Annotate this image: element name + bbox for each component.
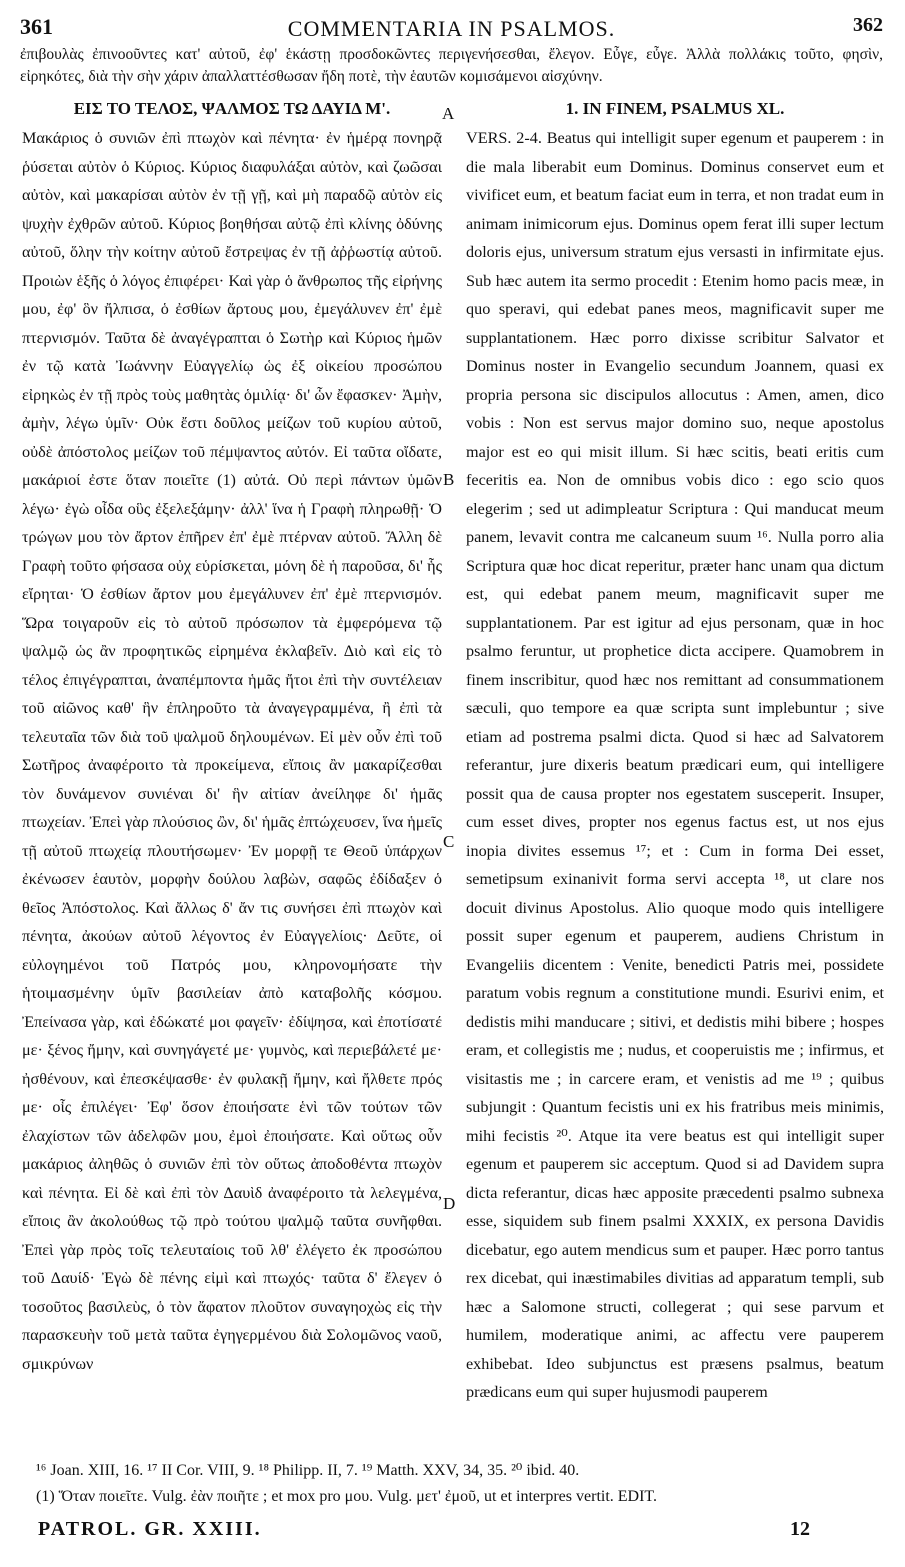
page-header — [20, 14, 883, 44]
margin-letter-a: A — [442, 104, 455, 123]
margin-letter-c: C — [443, 832, 455, 851]
greek-heading: ΕΙΣ ΤΟ ΤΕΛΟΣ, ΨΑΛΜΟΣ ΤΩ ΔΑΥΙΔ Μ'. — [73, 99, 391, 118]
page-number-right: 362 — [853, 14, 883, 36]
footnote-editorial: (1) Ὅταν ποιεῖτε. Vulg. ἐὰν ποιῆτε ; et mox pro μου. Vulg. μετ' ἐμοῦ, ut et interpres vertit. EDIT. — [36, 1488, 658, 1505]
greek-text: Μακάριος ὁ συνιῶν ἐπὶ πτωχὸν καὶ πένητα· ἐν ἡμέρᾳ πονηρᾷ ῥύσεται αὐτὸν ὁ Κύριος. Κύριος διαφυλάξαι αὐτὸν, καὶ ζωῶσαι αὐτὸν, καὶ μακαρίσαι αὐτὸν ἐν τῇ γῇ, καὶ μὴ παραδῷ αὐτὸν εἰς ψυχὴν ἐχθρῶν αὐτοῦ. Κύριος βοηθήσαι αὐτῷ ἐπὶ κλίνης ὀδύνης αὐτοῦ, ὅλην τὴν κοίτην αὐτοῦ ἔστρεψας ἐν τῇ ἀῤῥωστίᾳ αὐτοῦ. Προιὼν ἑξῆς ὁ λόγος ἐπιφέρει· Καὶ γὰρ ὁ ἄνθρωπος τῆς εἰρήνης μου, ἐφ' ὃν ἤλπισα, ὁ ἐσθίων ἄρτους μου, ἐμεγάλυνεν ἐπ' ἐμὲ πτερνισμόν. Ταῦτα δὲ ἀναγέγραπται ὁ Σωτὴρ καὶ Κύριος ἡμῶν ἐν τῷ κατὰ Ἰωάννην Εὐαγγελίῳ ὡς ἐξ οἰκείου προσώπου εἰρηκὼς ἐν τῇ πρὸς τοὺς μαθητὰς ὁμιλίᾳ· δι' ὧν ἔφασκεν· Ἀμὴν, ἀμὴν, λέγω ὑμῖν· Οὐκ ἔστι δοῦλος μείζων τοῦ κυρίου αὐτοῦ, οὐδὲ ἀπόστολος μείζων τοῦ πέμψαντος αὐτόν. Εἰ ταῦτα οἴδατε, μακάριοί ἐστε ὅταν ποιεῖτε (1) αὐτά. Οὐ περὶ πάντων ὑμῶν λέγω· ἐγὼ οἶδα οὓς ἐξελεξάμην· ἀλλ' ἵνα ἡ Γραφὴ πληρωθῇ· Ὁ τρώγων μου τὸν ἄρτον ἐπῆρεν ἐπ' ἐμὲ πτέρναν αὐτοῦ. Ἄλλη δὲ Γραφὴ τοῦτο φήσασα οὐχ εὑρίσκεται, μόνη δὲ ἡ παροῦσα, δι' ἧς εἴρηται· Ὁ ἐσθίων ἄρτον μου ἐμεγάλυνεν ἐπ' ἐμὲ πτερνισμόν. Ὥρα τοιγαροῦν εἰς τὸ αὐτοῦ πρόσωπον τὰ ἐμφερόμενα τῷ ψαλμῷ ὡς ἂν προφητικῶς εἰρημένα ἐκλαβεῖν. Διὸ καὶ εἰς τὸ τέλος ἐπιγέγραπται, ἀναπέμποντα ἡμᾶς ἤτοι ἐπὶ τὴν συντέλειαν τοῦ αἰῶνος καθ' ἣν ἐπληροῦτο τὰ ἀναγεγραμμένα, ἢ ἐπὶ τὰ τελευταῖα τῶν διὰ τοῦ ψαλμοῦ δηλουμένων. Εἰ μὲν οὖν ἐπὶ τοῦ Σωτῆρος ἀναφέροιτο τὰ προκείμενα, εἴποις ἂν μακαρίζεσθαι τὸν δυνάμενον συνιέναι δι' ἣν αἰτίαν ἀνείληφε δι' ἡμᾶς πτωχείαν. Ἐπεὶ γὰρ πλούσιος ὢν, δι' ἡμᾶς ἐπτώχευσεν, ἵνα ἡμεῖς τῇ αὐτοῦ πτωχείᾳ πλουτήσωμεν· Ἐν μορφῇ τε Θεοῦ ὑπάρχων ἐκένωσεν ἑαυτὸν, μορφὴν δούλου λαβὼν, σαφῶς ἐδίδαξεν ὁ θεῖος Ἀπόστολος. Καὶ ἄλλως δ' ἄν τις συνήσει ἐπὶ πτωχὸν καὶ πένητα, ἀκούων αὐτοῦ λέγοντος ἐν Εὐαγγελίοις· Δεῦτε, οἱ εὐλογημένοι τοῦ Πατρός μου, κληρονομήσατε τὴν ἡτοιμασμένην ὑμῖν βασιλείαν ἀπὸ καταβολῆς κόσμου. Ἐπείνασα γὰρ, καὶ ἐδώκατέ μοι φαγεῖν· ἐδίψησα, καὶ ἐποτίσατέ με· ξένος ἤμην, καὶ συνηγάγετέ με· γυμνὸς, καὶ περιεβάλετέ με· ἠσθένουν, καὶ ἐπεσκέψασθε· ἐν φυλακῇ ἤμην, καὶ ἤλθετε πρός με· οἷς ἐπιλέγει· Ἐφ' ὅσον ἐποιήσατε ἑνὶ τῶν τούτων τῶν ἐλαχίστων τῶν ἀδελφῶν μου, ἐμοὶ ἐποιήσατε. Καὶ οὕτως οὖν μακάριος ἀληθῶς ὁ συνιῶν ἐπὶ τὸν οὕτως ἀποδοθέντα πτωχὸν καὶ πένητα. Εἰ δὲ καὶ ἐπὶ τὸν Δαυὶδ ἀναφέροιτο τὰ λελεγμένα, εἴποις ἂν ἀκολούθως τῷ πρὸ τούτου ψαλμῷ ταῦτα συνῆφθαι. Ἐπεὶ γὰρ πρὸς τοῖς τελευταίοις τοῦ λθ' ἐλέγετο ἐκ προσώπου τοῦ Δαυίδ· Ἐγὼ δὲ πένης εἰμὶ καὶ πτωχός· ταῦτα δ' ἔλεγεν ὁ τοσοῦτος βασιλεὺς, ὁ τὸν ἄφατον πλοῦτον συναγηοχὼς εἰς τὴν παρασκευὴν τοῦ μετὰ ταῦτα ἐγηγερμένου διὰ Σολομῶνος ναοῦ, σμικρύνων — [22, 129, 442, 1373]
signature-number: 12 — [790, 1518, 810, 1540]
signature-label: PATROL. GR. XXIII. — [38, 1518, 262, 1540]
latin-heading: 1. IN FINEM, PSALMUS XL. — [565, 99, 785, 118]
latin-column — [466, 96, 884, 1458]
footnote-references: ¹⁶ Joan. XIII, 16. ¹⁷ II Cor. VIII, 9. ¹⁸ Philipp. II, 7. ¹⁹ Matth. XXV, 34, 35. ²⁰ ibid. 40. — [36, 1462, 580, 1479]
intro-paragraph: ἐπιβουλὰς ἐπινοοῦντες κατ' αὐτοῦ, ἐφ' ἑκάστῃ προσδοκῶντες περιγενήσεσθαι, ἔλεγον. Εὖγε, εὖγε. Ἀλλὰ πολλάκις τοῦτο, φησὶν, εἰρηκότες, διὰ τὴν σὴν χάριν ἀπαλλαττέσθωσαν ἤδη ποτὲ, τὴν ἑαυτῶν κομισάμενοι αἰσχύνην. — [20, 46, 883, 85]
margin-letter-d: D — [443, 1194, 456, 1213]
footnotes — [36, 1458, 885, 1510]
greek-column — [22, 96, 442, 1458]
page-number-left: 361 — [20, 14, 53, 39]
margin-letter-b: B — [443, 470, 455, 489]
running-title: COMMENTARIA IN PSALMOS. — [287, 16, 616, 41]
latin-text: VERS. 2-4. Beatus qui intelligit super egenum et pauperem : in die mala liberabit eum Dominus. Dominus conservet eum et vivificet eum, et beatum faciat eum in terra, et non tradat eum in animam inimicorum ejus. Dominus opem ferat illi super lectum doloris ejus, universum stratum ejus versasti in infirmitate ejus. Sub hæc autem ita sermo procedit : Etenim homo pacis meæ, in quo speravi, qui edebat panes meos, magnificavit super me supplantationem. Hæc porro dixisse scribitur Salvator et Dominus noster in Evangelio secundum Joannem, quasi ex propria persona sic discipulos allocutus : Amen, amen, dico vobis : Non est servus major domino suo, neque apostolus major est eo qui misit illum. Si hæc scitis, beati eritis cum feceritis ea. Non de omnibus vobis dico : ego scio quos elegerim ; sed ut adimpleatur Scriptura : Qui manducat meum panem, levavit contra me calcaneum suum ¹⁶. Nulla porro alia Scriptura quæ hoc dicat reperitur, præter hanc unam qua dictum est, qui edebat panem meum, magnificavit super me supplantationem. Par est igitur ad ejus personam, quæ in hoc psalmo feruntur, ut prophetice dicta accipere. Quamobrem in finem inscribitur, quod hæc nos remittant ad consummationem sæculi, quo tempore ea quæ scripta sunt implebuntur ; sive etiam ad postrema psalmi dicta. Quod si hæc ad Salvatorem referantur, jure dixeris beatum prædicari eum, qui intelligere possit qua de causa propter nos egestatem susceperit. Insuper, cum esset dives, propter nos egenus factus est, ut nos ejus inopia divites essemus ¹⁷; et : Cum in forma Dei esset, semetipsum exinanivit forma servi accepta ¹⁸, ut clare nos docuit divinus Apostolus. Alio quoque modo quis intelligere possit super egenum et pauperem, audiens Christum in Evangeliis dicentem : Venite, benedicti Patris mei, possidete paratum vobis regnum a constitutione mundi. Esurivi enim, et dedistis mihi manducare ; sitivi, et dedistis mihi bibere ; hospes eram, et collegistis me ; nudus, et cooperuistis me ; infirmus, et visitastis me ; in carcere eram, et venistis ad me ¹⁹ ; quibus subjungit : Quantum fecistis uni ex his fratribus meis minimis, mihi fecistis ²⁰. Atque ita vere beatus est qui intelligit super egenum et pauperem sic acceptum. Quod si ad Davidem supra dicta referantur, dicas hæc apposite præcedenti psalmo subnexa esse, siquidem sub finem psalmi XXXIX, ex persona Davidis dicebatur, ego autem mendicus sum et pauper. Hæc porro tantus rex dicebat, qui inæstimabiles divitias ad apparatum templi, sub hæc a Salomone structi, collegerat ; qui sese parvum et humilem, moderatique animi, ac affectu vere pauperem exhibebat. Ideo subjunctus est præsens psalmus, beatum prædicans eum qui super hujusmodi pauperem — [466, 129, 884, 1401]
